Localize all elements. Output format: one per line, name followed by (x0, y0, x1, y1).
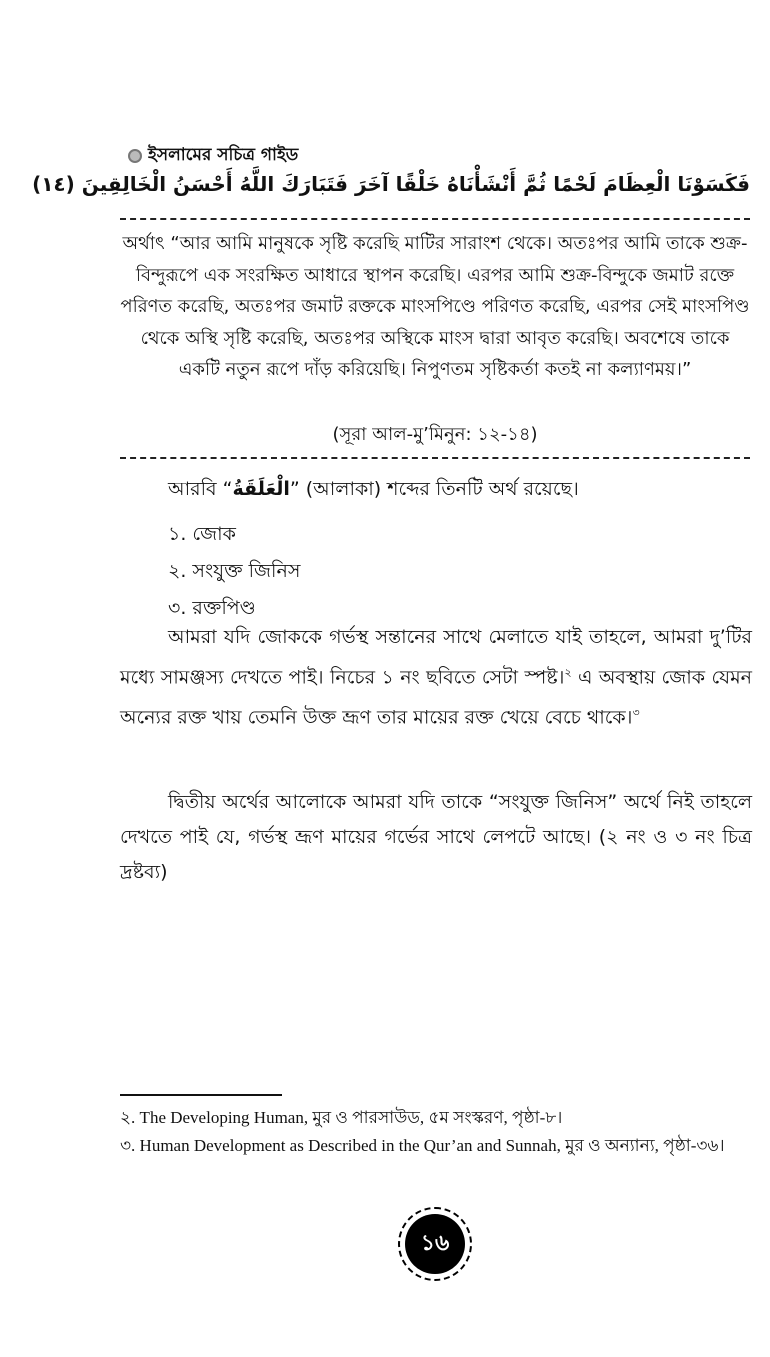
list-item: ২. সংযুক্ত জিনিস (168, 560, 301, 582)
circle-dot-icon (128, 149, 142, 163)
footnote-rule (120, 1094, 282, 1096)
intro-paragraph (120, 472, 752, 507)
intro-text-after: ” (আলাকা) শব্দের তিনটি অর্থ রয়েছে। (289, 478, 579, 500)
book-title: ইসলামের সচিত্র গাইড (148, 145, 299, 165)
paragraph-leech (120, 620, 752, 736)
footnote-ref-3[interactable]: ৩ (632, 706, 640, 720)
verse-translation: অর্থাৎ “আর আমি মানুষকে সৃষ্টি করেছি মাটির সারাংশ থেকে। অতঃপর আমি তাকে শুক্র-বিন্দুরূপে এক সংরক্ষিত আধারে স্থাপন করেছি। এরপর আমি শুক্র-বিন্দুকে জমাট রক্তে পরিণত করেছি, অতঃপর জমাট রক্তকে মাংসপিণ্ডে পরিণত করেছি, এরপর সেই মাংসপিণ্ড থেকে অস্থি সৃষ্টি করেছি, অতঃপর অস্থিকে মাংস দ্বারা আবৃত করেছি। অবশেষে তাকে একটি নতুন রূপে দাঁড় করিয়েছি। নিপুণতম সৃষ্টিকর্তা কতই না কল্যাণময়।” (120, 233, 750, 380)
page-number-badge (398, 1207, 472, 1281)
list-item: ১. জোক (168, 523, 236, 545)
running-header (128, 142, 298, 170)
paragraph-leech-text-2: এ অবস্থায় জোক যেমন অন্যের রক্ত খায় তেমনি উক্ত ভ্রূণ তার মায়ের রক্ত খেয়ে বেচে থাকে। (120, 666, 752, 729)
page-number: ১৬ (405, 1214, 465, 1274)
dashed-divider-top (120, 218, 750, 220)
meanings-list (168, 516, 300, 627)
arabic-word: الْعَلَقَةُ (232, 478, 290, 500)
footnotes (120, 1104, 752, 1160)
dashed-divider-bottom (120, 457, 750, 459)
list-item: ৩. রক্তপিণ্ড (168, 597, 256, 619)
footnote-2: ২. The Developing Human, মুর ও পারসাউড, ৫ম সংস্করণ, পৃষ্ঠা-৮। (120, 1108, 563, 1127)
footnote-3: ৩. Human Development as Described in the Qur’an and Sunnah, মুর ও অন্যান্য, পৃষ্ঠা-৩৬। (120, 1136, 725, 1155)
paragraph-attached: দ্বিতীয় অর্থের আলোকে আমরা যদি তাকে “সংযুক্ত জিনিস” অর্থে নিই তাহলে দেখতে পাই যে, গর্ভস্থ ভ্রূণ মায়ের গর্ভের সাথে লেপটে আছে। (২ নং ও ৩ নং চিত্র দ্রষ্টব্য) (120, 791, 752, 883)
arabic-verse: فَكَسَوْنَا الْعِظَامَ لَحْمًا ثُمَّ أَنْشَأْنَاهُ خَلْقًا آخَرَ فَتَبَارَكَ اللَّهُ أَحْسَنُ الْخَالِقِينَ (١٤) (32, 172, 750, 196)
verse-reference: (সূরা আল-মু’মিনুন: ১২-১৪) (332, 424, 538, 445)
intro-text-before: আরবি “ (168, 478, 233, 500)
footnote-ref-2[interactable]: ২ (564, 666, 572, 679)
paragraph-leech-text: আমরা যদি জোককে গর্ভস্থ সন্তানের সাথে মেলাতে যাই তাহলে, আমরা দু’টির মধ্যে সামঞ্জস্য দেখতে পাই। নিচের ১ নং ছবিতে সেটা স্পষ্ট। (120, 626, 752, 689)
